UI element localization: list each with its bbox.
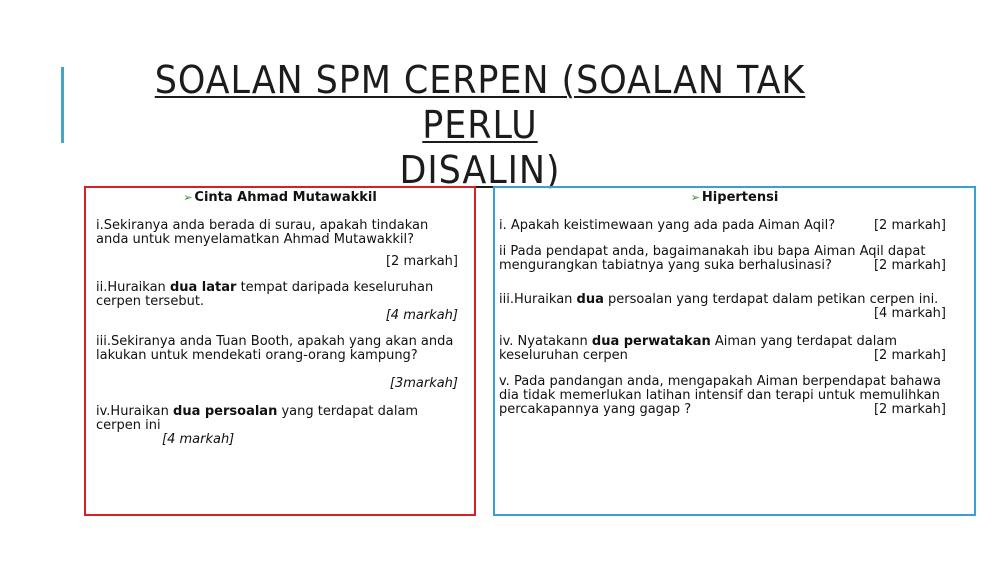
question-line: dia tidak memerlukan latihan intensif dan terapi untuk memulihkan	[499, 388, 940, 403]
question-line: ii Pada pendapat anda, bagaimanakah ibu bapa Aiman Aqil dapat	[499, 244, 926, 259]
question-line	[499, 403, 964, 417]
question-bold-text: dua latar	[169, 280, 237, 295]
mark-label: [3markah]	[389, 376, 458, 391]
mark-label: [2 markah]	[873, 218, 946, 233]
question-bold-text: dua	[576, 292, 604, 307]
right-question-3	[499, 293, 964, 321]
question-bold-text: dua persoalan	[173, 404, 278, 419]
question-line	[96, 405, 464, 419]
mark-label: [2 markah]	[385, 254, 458, 269]
question-text: persoalan yang terdapat dalam petikan cerpen ini.	[603, 292, 939, 307]
question-text: iv. Nyatakann	[499, 334, 592, 349]
arrow-bullet-icon: ➢	[183, 191, 193, 204]
question-text: yang terdapat dalam	[277, 404, 419, 419]
title-line-2: DISALIN)	[399, 148, 561, 192]
mark-label: [2 markah]	[873, 348, 946, 363]
question-text: Aiman yang terdapat dalam	[710, 334, 897, 349]
question-line: v. Pada pandangan anda, mengapakah Aiman berpendapat bahawa	[499, 374, 941, 389]
question-bold-text: dua perwatakan	[591, 334, 711, 349]
accent-bar	[61, 67, 64, 143]
left-heading-text: Cinta Ahmad Mutawakkil	[194, 190, 377, 205]
question-line	[499, 259, 964, 273]
arrow-bullet-icon: ➢	[690, 191, 700, 204]
question-text: keseluruhan cerpen	[499, 348, 628, 363]
question-line	[96, 281, 464, 295]
question-line: cerpen ini	[96, 418, 161, 433]
question-line: cerpen tersebut.	[96, 294, 205, 309]
left-question-4	[96, 405, 464, 447]
question-line	[499, 349, 964, 363]
title-line-1: SOALAN SPM CERPEN (SOALAN TAK PERLU	[154, 58, 806, 147]
question-line: iii.Sekiranya anda Tuan Booth, apakah yang akan anda	[96, 334, 454, 349]
question-text: percakapannya yang gagap ?	[499, 402, 692, 417]
left-box-heading	[86, 190, 474, 205]
question-text: i. Apakah keistimewaan yang ada pada Aiman Aqil?	[499, 218, 836, 233]
right-heading-text: Hipertensi	[701, 190, 779, 205]
left-question-1	[96, 219, 464, 269]
question-text: ii.Huraikan	[96, 280, 170, 295]
slide-title	[149, 58, 811, 193]
question-line: i.Sekiranya anda berada di surau, apakah tindakan	[96, 218, 429, 233]
mark-label: [4 markah]	[873, 306, 946, 321]
question-text: iv.Huraikan	[96, 404, 174, 419]
left-question-3	[96, 335, 464, 391]
right-question-1	[499, 219, 964, 233]
question-line: lakukan untuk mendekati orang-orang kampung?	[96, 348, 418, 363]
question-line	[499, 293, 964, 307]
mark-label: [4 markah]	[385, 308, 458, 323]
right-question-5	[499, 375, 964, 417]
mark-label: [4 markah]	[162, 432, 235, 447]
mark-label: [2 markah]	[873, 258, 946, 273]
left-question-box	[84, 186, 476, 516]
question-line	[499, 335, 964, 349]
question-text: mengurangkan tabiatnya yang suka berhalusinasi?	[499, 258, 832, 273]
right-box-heading	[495, 190, 974, 205]
question-line: anda untuk menyelamatkan Ahmad Mutawakkil?	[96, 232, 415, 247]
right-question-4	[499, 335, 964, 363]
right-question-2	[499, 245, 964, 273]
question-text: tempat daripada keseluruhan	[236, 280, 434, 295]
left-question-2	[96, 281, 464, 323]
question-text: iii.Huraikan	[499, 292, 577, 307]
mark-label: [2 markah]	[873, 402, 946, 417]
right-question-box	[493, 186, 976, 516]
